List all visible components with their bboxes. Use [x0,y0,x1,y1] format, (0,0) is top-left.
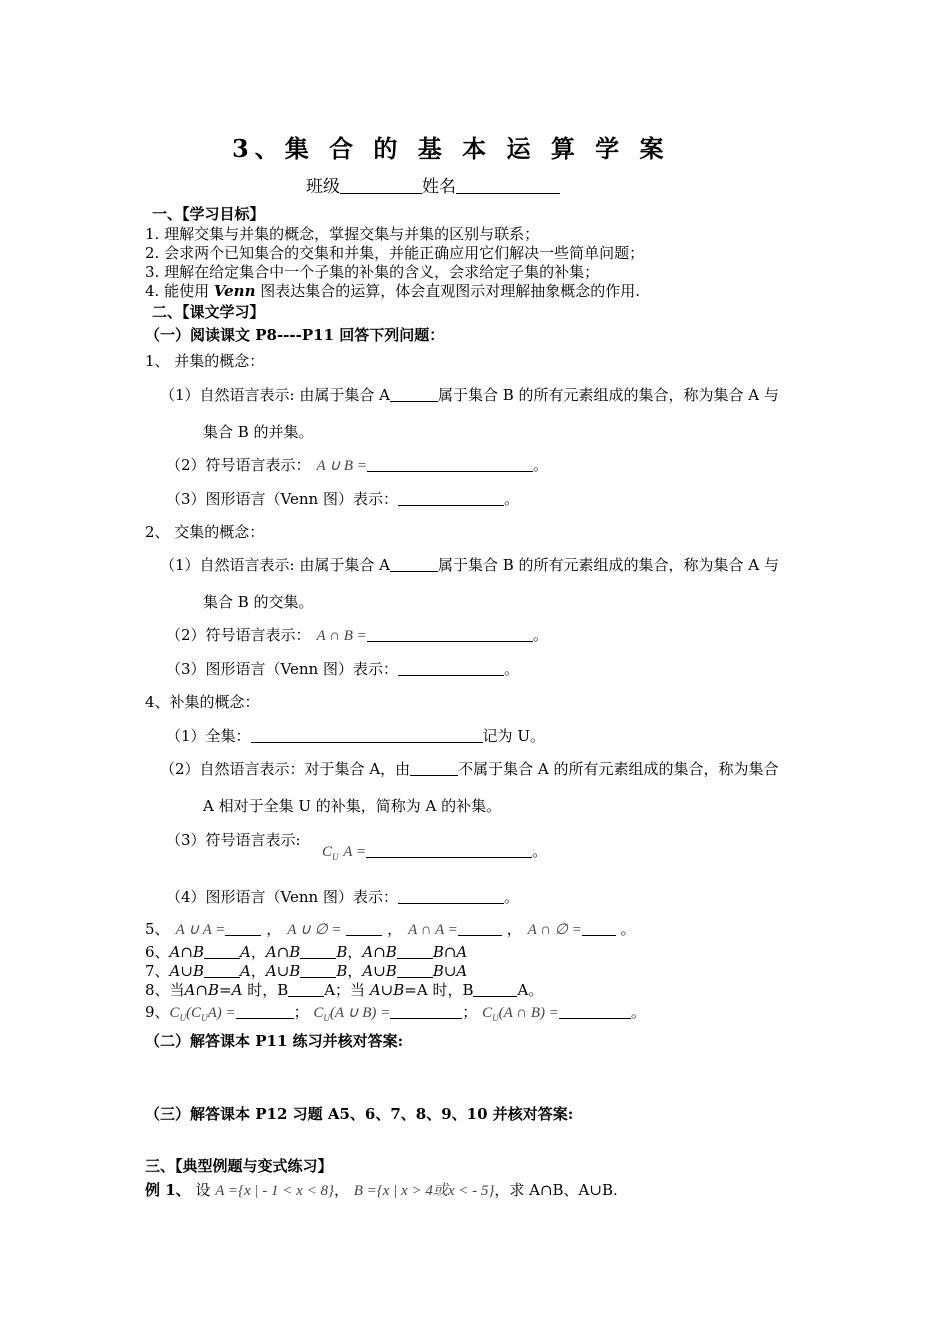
q9-line: 9、$C_U(C_UA)$ = ； $C_U(A$ ∪ B) = ； $C_U(A$ ∩ B) = 。 [145,1003,646,1023]
q6-blank-2[interactable] [300,943,336,959]
q1-blank-1[interactable] [390,386,438,402]
q9-blank-1[interactable] [236,1003,294,1019]
q2-venn: （3）图形语言（Venn 图）表示： 。 [166,660,519,678]
q2-natural-language: （1）自然语言表示: 由属于集合 A 属于集合 B 的所有元素组成的集合，称为集合 A 与 [160,556,779,574]
q9-blank-3[interactable] [559,1003,631,1019]
q1-heading: 1、 并集的概念： [145,352,265,370]
q4-blank-4[interactable] [398,888,504,904]
q8-blank-1[interactable] [288,981,324,997]
q8-line: 8、当A∩B=A 时，B A；当 A∪B=A 时，B A。 [145,981,544,999]
example-1: 例 1、 设 A ={x | - 1 < x < 8}， B ={x | x > 4或x < - 5}，求 A∩B、A∪B. [145,1181,618,1199]
q1-symbol-language: （2）符号语言表示： A ∪ B = 。 [166,456,548,474]
q8-blank-2[interactable] [473,981,517,997]
class-blank[interactable] [340,178,422,194]
page-title: 3、集 合 的 基 本 运 算 学 案 [232,134,670,163]
q2-blank-1[interactable] [390,556,438,572]
q1-blank-2[interactable] [367,456,533,472]
q4-blank-1[interactable] [251,727,483,743]
q4-universal-set: （1）全集： 记为 U。 [166,727,545,745]
q1-venn: （3）图形语言（Venn 图）表示： 。 [166,490,519,508]
q9-blank-2[interactable] [390,1003,462,1019]
sub-heading-reading: （一）阅读课文 P8----P11 回答下列问题： [145,326,445,344]
q4-natural-language-cont: A 相对于全集 U 的补集，简称为 A 的补集。 [203,797,502,815]
class-name-line [306,176,560,198]
goal-4: 4. 能使用 Venn 图表达集合的运算，体会直观图示对理解抽象概念的作用. [145,282,641,300]
q1-natural-language: （1）自然语言表示: 由属于集合 A 属于集合 B 的所有元素组成的集合，称为集合 A 与 [160,386,779,404]
q1-blank-3[interactable] [398,490,504,506]
section-goals-heading: 一、【学习目标】 [152,205,265,223]
class-label: 班级 [306,177,340,197]
goal-1: 1. 理解交集与并集的概念，掌握交集与并集的区别与联系； [145,225,540,243]
q5-line: 5、 A ∪ A = ， A ∪ ∅ = ， A ∩ A = ， A ∩ ∅ = 。 [145,920,636,938]
name-blank[interactable] [456,178,560,194]
name-label: 姓名 [422,177,456,197]
q4-symbol-language: （3）符号语言表示: [166,831,301,849]
q4-blank-3[interactable] [366,842,532,858]
q5-blank-3[interactable] [458,920,502,936]
q4-blank-2[interactable] [410,760,458,776]
q7-blank-2[interactable] [300,962,336,978]
q7-blank-3[interactable] [397,962,433,978]
q5-blank-1[interactable] [225,920,261,936]
q6-blank-3[interactable] [397,943,433,959]
q2-heading: 2、 交集的概念： [145,523,265,541]
q6-blank-1[interactable] [204,943,240,959]
q7-line: 7、A∪B A，A∪B B，A∪B B∪A [145,962,468,980]
q6-line: 6、A∩B A，A∩B B，A∩B B∩A [145,943,468,961]
q2-blank-3[interactable] [398,660,504,676]
q1-natural-language-cont: 集合 B 的并集。 [203,423,314,441]
q4-venn: （4）图形语言（Venn 图）表示： 。 [166,888,519,906]
section-examples-heading: 三、【典型例题与变式练习】 [145,1157,333,1175]
sub-heading-homework: （三）解答课本 P12 习题 A5、6、7、8、9、10 并核对答案: [145,1105,574,1123]
q4-heading: 4、补集的概念： [145,693,260,711]
q7-blank-1[interactable] [204,962,240,978]
goal-3: 3. 理解在给定集合中一个子集的补集的含义，会求给定子集的补集； [145,263,600,281]
q4-symbol-formula: $C_U$ A = 。 [322,842,548,862]
goal-2: 2. 会求两个已知集合的交集和并集，并能正确应用它们解决一些简单问题； [145,244,645,262]
q2-symbol-language: （2）符号语言表示： A ∩ B = 。 [166,626,548,644]
q5-blank-2[interactable] [346,920,382,936]
q5-blank-4[interactable] [582,920,616,936]
q2-natural-language-cont: 集合 B 的交集。 [203,593,314,611]
section-study-heading: 二、【课文学习】 [152,303,265,321]
sub-heading-exercise: （二）解答课本 P11 练习并核对答案: [145,1032,404,1050]
q4-natural-language: （2）自然语言表示：对于集合 A，由 不属于集合 A 的所有元素组成的集合，称为集合 [160,760,779,778]
q2-blank-2[interactable] [367,626,533,642]
